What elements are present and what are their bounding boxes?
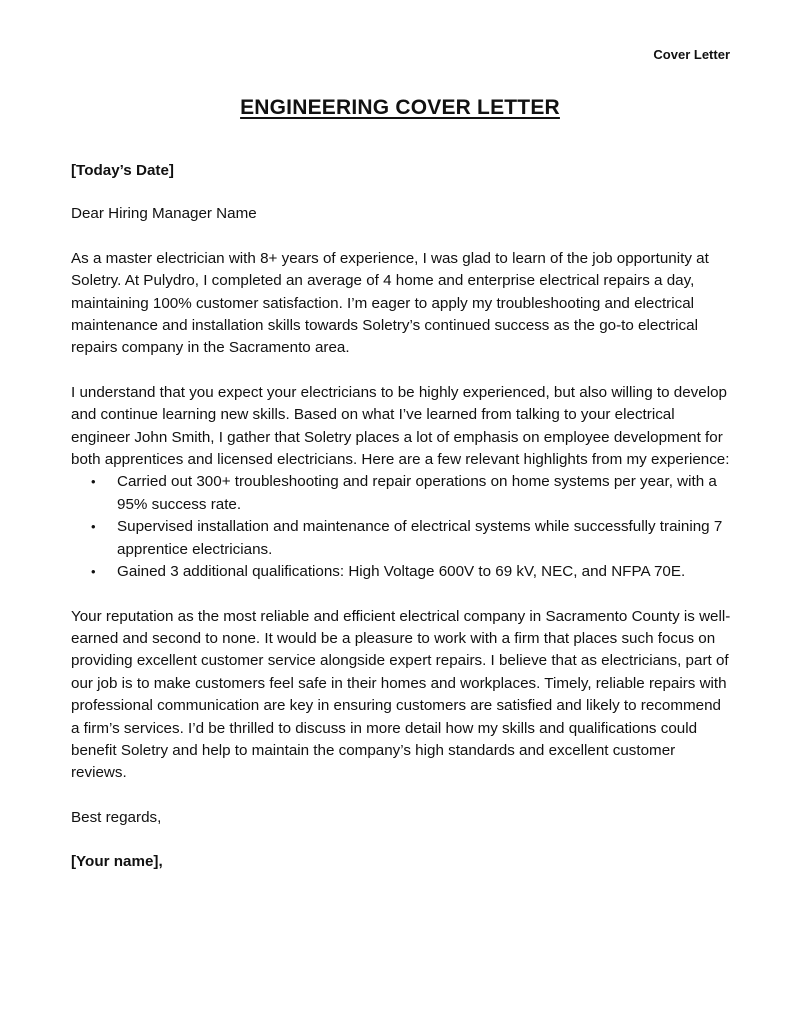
bullet-icon: •: [91, 564, 96, 580]
highlights-list: [71, 471, 731, 583]
letter-signature: [Your name],: [71, 853, 163, 871]
list-item-text: Gained 3 additional qualifications: High Voltage 600V to 69 kV, NEC, and NFPA 70E.: [117, 563, 686, 581]
header-label: Cover Letter: [653, 47, 730, 62]
letter-paragraph-2: I understand that you expect your electricians to be highly experienced, but also willing to develop and continue learning new skills. Based on what I’ve learned from talking to your electrical engineer John Smith, I gather that Soletry places a lot of emphasis on employee development for both apprentices and licensed electricians. Here are a few relevant highlights from my experience:: [71, 383, 730, 469]
bullet-icon: •: [91, 519, 96, 535]
list-item-text: Supervised installation and maintenance of electrical systems while successfully training 7 apprentice electricians.: [117, 518, 723, 558]
bullet-icon: •: [91, 474, 96, 490]
list-item: [91, 561, 731, 583]
letter-closing: Best regards,: [71, 808, 162, 826]
list-item-text: Carried out 300+ troubleshooting and repair operations on home systems per year, with a 95% success rate.: [117, 473, 717, 513]
list-item: [91, 516, 731, 561]
letter-paragraph-1: As a master electrician with 8+ years of experience, I was glad to learn of the job opportunity at Soletry. At Pulydro, I completed an average of 4 home and enterprise electrical repairs a day, maintaining 100% customer satisfaction. I’m eager to apply my troubleshooting and electrical maintenance and installation skills towards Soletry’s continued success as the go-to electrical repairs company in the Sacramento area.: [71, 249, 709, 357]
letter-body: [71, 160, 731, 874]
page-title: ENGINEERING COVER LETTER: [240, 96, 560, 119]
list-item: [91, 471, 731, 516]
letter-salutation: Dear Hiring Manager Name: [71, 205, 257, 223]
letter-date: [Today’s Date]: [71, 162, 174, 179]
letter-paragraph-3: Your reputation as the most reliable and efficient electrical company in Sacramento County is well-earned and second to none. It would be a pleasure to work with a firm that places such focus on providing excellent customer service alongside expert repairs. I believe that as electricians, part of our job is to make customers feel safe in their homes and workplaces. Timely, reliable repairs with professional communication are key in ensuring customers are satisfied and likely to recommend a firm’s services. I’d be thrilled to discuss in more detail how my skills and qualifications could benefit Soletry and help to maintain the company’s high standards and excellent customer reviews.: [71, 607, 731, 782]
